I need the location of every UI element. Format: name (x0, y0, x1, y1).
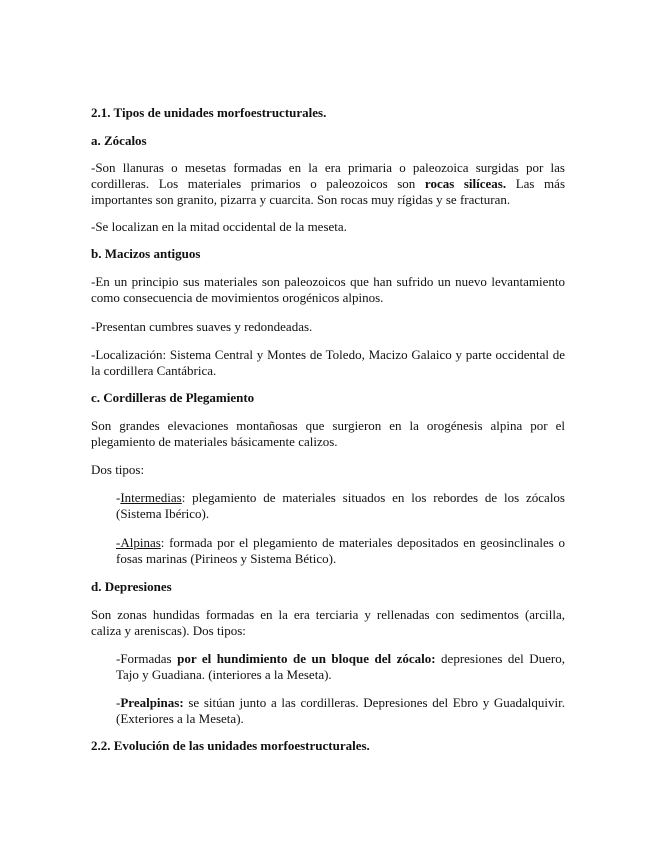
paragraph (91, 160, 565, 208)
section-title: 2.2. Evolución de las unidades morfoestructurales. (91, 738, 370, 753)
heading-depresiones: d. Depresiones (91, 579, 172, 594)
text: -Son llanuras o mesetas formadas en la era primaria o paleozoica surgidas por las cordilleras. Los materiales primarios o paleozoicos son (91, 160, 565, 191)
bold-text: Prealpinas: (120, 695, 184, 710)
list-item (116, 651, 565, 683)
text: - (116, 695, 121, 710)
heading-macizos: b. Macizos antiguos (91, 246, 201, 261)
section-title: 2.1. Tipos de unidades morfoestructurales. (91, 105, 327, 120)
text: depresiones del Duero, Tajo y Guadiana. (interiores a la Meseta). (116, 651, 565, 682)
bold-text: por el hundimiento de un bloque del zócalo: (177, 651, 436, 666)
paragraph: Dos tipos: (91, 462, 145, 477)
heading-cordilleras: c. Cordilleras de Plegamiento (91, 390, 255, 405)
heading-zocalos: a. Zócalos (91, 133, 147, 148)
paragraph: Son zonas hundidas formadas en la era terciaria y rellenadas con sedimentos (arcilla, caliza y areniscas). Dos tipos: (91, 607, 565, 638)
text: se sitúan junto a las cordilleras. Depresiones del Ebro y Guadalquivir. (Exteriores a la Meseta). (116, 695, 565, 726)
paragraph: -En un principio sus materiales son paleozoicos que han sufrido un nuevo levantamiento como consecuencia de movimientos orogénicos alpinos. (91, 274, 565, 305)
list-item (116, 695, 565, 727)
list-item (116, 490, 565, 522)
paragraph: -Localización: Sistema Central y Montes de Toledo, Macizo Galaico y parte occidental de la cordillera Cantábrica. (91, 347, 565, 378)
underlined-term: -Alpinas (116, 535, 161, 550)
underlined-term: Intermedias (120, 490, 182, 505)
bold-text: rocas silíceas. (424, 176, 507, 191)
list-item (116, 535, 565, 567)
text: - (116, 490, 121, 505)
paragraph: -Presentan cumbres suaves y redondeadas. (91, 319, 313, 334)
text: Las más importantes son granito, pizarra y cuarcita. Son rocas muy rígidas y se fracturan. (91, 176, 565, 207)
paragraph: Son grandes elevaciones montañosas que surgieron en la orogénesis alpina por el plegamiento de materiales básicamente calizos. (91, 418, 565, 449)
paragraph: -Se localizan en la mitad occidental de la meseta. (91, 219, 347, 234)
text: -Formadas (116, 651, 178, 666)
text: : formada por el plegamiento de materiales depositados en geosinclinales o fosas marinas (Pirineos y Sistema Bético). (116, 535, 565, 566)
text: : plegamiento de materiales situados en los rebordes de los zócalos (Sistema Ibérico). (116, 490, 565, 521)
